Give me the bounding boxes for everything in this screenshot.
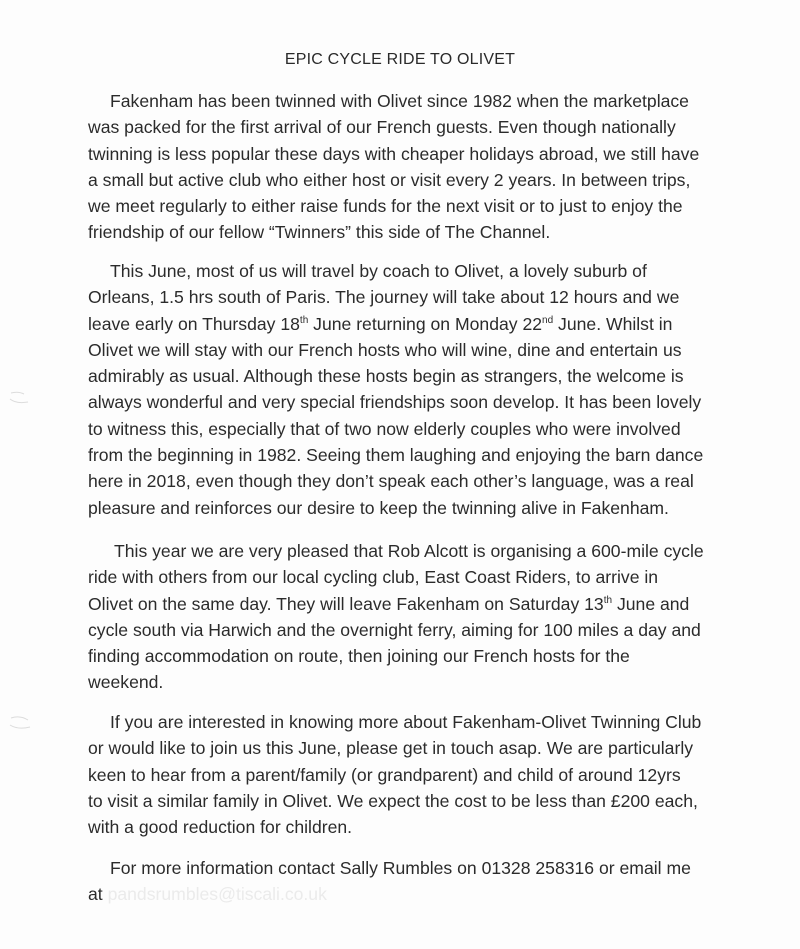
paragraph-line: friendship of our fellow “Twinners” this side of The Channel. <box>88 222 551 243</box>
paragraph-line: pleasure and reinforces our desire to keep the twinning alive in Fakenham. <box>88 497 669 518</box>
paragraph-line: Olivet we will stay with our French hosts who will wine, dine and entertain us <box>88 339 682 360</box>
paragraph-5 <box>88 855 748 908</box>
paragraph-line: we meet regularly to either raise funds for the next visit or to just to enjoy the <box>88 196 683 217</box>
paragraph-line <box>88 591 748 617</box>
paragraph-line: twinning is less popular these days with cheaper holidays abroad, we still have <box>88 143 700 164</box>
paragraph-line <box>88 311 748 337</box>
paragraph-line: or would like to join us this June, please get in touch asap. We are particularly <box>88 738 694 759</box>
paragraph-line: with a good reduction for children. <box>88 817 353 838</box>
scan-artifact-mark <box>8 390 32 406</box>
text-segment: leave early on Thursday 18 <box>88 313 300 334</box>
paragraph-line: This June, most of us will travel by coach to Olivet, a lovely suburb of <box>110 261 647 281</box>
paragraph-line: always wonderful and very special friendships soon develop. It has been lovely <box>88 392 702 413</box>
paragraph-line: cycle south via Harwich and the overnight ferry, aiming for 100 miles a day and <box>88 619 701 640</box>
paragraph-line: here in 2018, even though they don’t speak each other’s language, was a real <box>88 471 694 492</box>
paragraph-line <box>88 881 748 907</box>
ordinal-suffix: th <box>603 594 613 606</box>
text-segment: June and <box>612 593 690 614</box>
paragraph-line: to visit a similar family in Olivet. We expect the cost to be less than £200 each, <box>88 790 698 811</box>
paragraph-3 <box>88 538 748 696</box>
paragraph-line: finding accommodation on route, then joining our French hosts for the <box>88 646 630 667</box>
paragraph-line: keen to hear from a parent/family (or grandparent) and child of around 12yrs <box>88 764 681 785</box>
text-segment: June returning on Monday 22 <box>308 313 543 334</box>
paragraph-1 <box>88 88 748 246</box>
paragraph-line: admirably as usual. Although these hosts begin as strangers, the welcome is <box>88 366 684 387</box>
paragraph-line: from the beginning in 1982. Seeing them laughing and enjoying the barn dance <box>88 445 704 466</box>
email-address: pandsrumbles@tiscali.co.uk <box>107 884 327 905</box>
text-segment: June. Whilst in <box>553 313 673 334</box>
paragraph-line: Fakenham has been twinned with Olivet since 1982 when the marketplace <box>110 91 689 111</box>
paragraph-line: a small but active club who either host or visit every 2 years. In between trips, <box>88 169 691 190</box>
text-segment: Olivet on the same day. They will leave Fakenham on Saturday 13 <box>88 593 604 614</box>
ordinal-suffix: nd <box>542 314 554 326</box>
document-title: EPIC CYCLE RIDE TO OLIVET <box>284 51 516 68</box>
paragraph-line: This year we are very pleased that Rob Alcott is organising a 600-mile cycle <box>114 541 704 561</box>
paragraph-line: Orleans, 1.5 hrs south of Paris. The journey will take about 12 hours and we <box>88 287 680 308</box>
scan-artifact-mark <box>8 715 32 731</box>
text-segment: at <box>88 884 103 905</box>
paragraph-line: For more information contact Sally Rumbles on 01328 258316 or email me <box>110 858 691 878</box>
paragraph-2 <box>88 258 748 521</box>
ordinal-suffix: th <box>299 314 309 326</box>
paragraph-line: If you are interested in knowing more about Fakenham-Olivet Twinning Club <box>110 712 702 732</box>
paragraph-line: ride with others from our local cycling club, East Coast Riders, to arrive in <box>88 567 659 588</box>
paragraph-line: weekend. <box>88 672 164 693</box>
paragraph-line: was packed for the first arrival of our French guests. Even though nationally <box>88 117 676 138</box>
paragraph-4 <box>88 709 748 840</box>
paragraph-line: to witness this, especially that of two now elderly couples who were involved <box>88 418 681 439</box>
